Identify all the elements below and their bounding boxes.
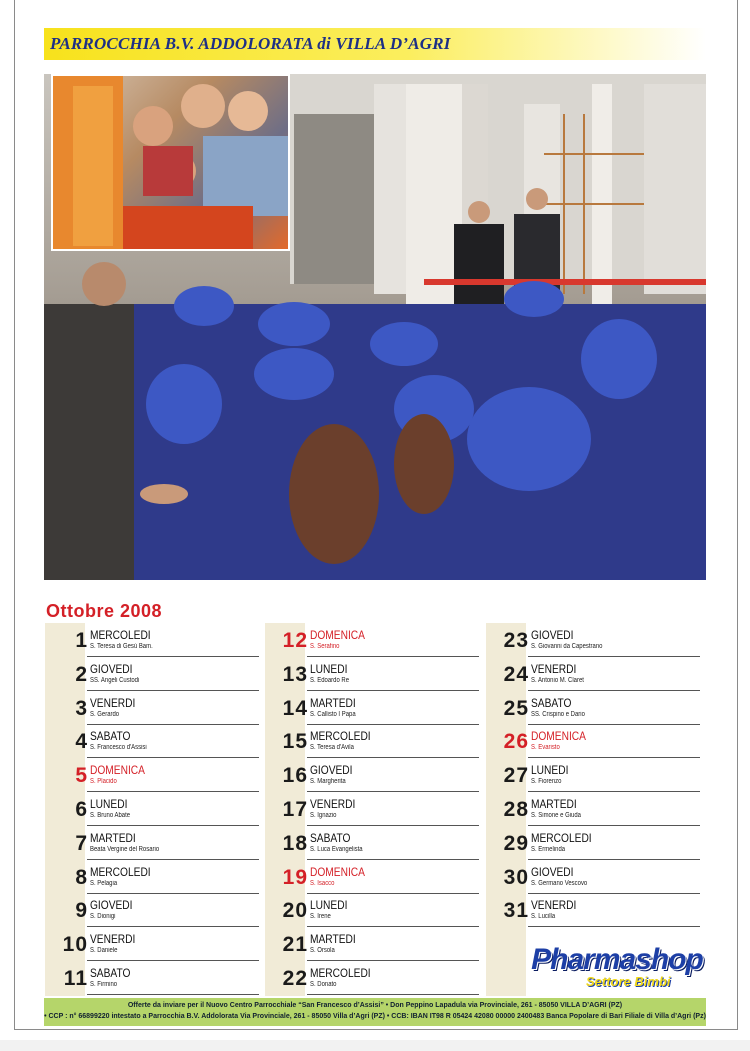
calendar-day-row [45, 623, 259, 657]
calendar-day-row [45, 792, 259, 826]
calendar-day-row [486, 657, 700, 691]
day-number: 20 [282, 899, 308, 923]
footer-line-2: • CCP : n° 66899220 intestato a Parrocchia B.V. Addolorata Via Provinciale, 261 - 85050 Villa d’Agri (PZ) • CCB: IBAN IT98 R 05424 42080 00000 2400483 Banca Popolare di Bari Filiale di Villa d’Agri (Pz) [44, 1013, 706, 1020]
day-number: 9 [75, 899, 88, 923]
weekday-name: MERCOLEDI [90, 628, 151, 642]
calendar-column-1 [45, 623, 259, 996]
weekday-name: LUNEDI [310, 661, 348, 676]
footer-donation-info [44, 998, 706, 1026]
calendar-day-row [45, 691, 259, 725]
weekday-name: MARTEDI [531, 797, 577, 811]
inset-photo [51, 74, 290, 251]
saint-name: S. Callisto I Papa [310, 710, 356, 718]
day-number: 4 [75, 730, 88, 754]
calendar-day-row [265, 961, 479, 995]
calendar-day-row [45, 927, 259, 961]
calendar-day-row [486, 623, 700, 657]
day-number: 24 [503, 662, 529, 686]
saint-name: S. Donato [310, 981, 337, 988]
calendar-day-row [265, 860, 479, 894]
calendar-day-row [486, 860, 700, 894]
weekday-name: GIOVEDI [310, 763, 353, 778]
month-title: Ottobre 2008 [46, 601, 163, 621]
row-divider [307, 994, 479, 995]
weekday-name: VENERDI [90, 695, 136, 710]
saint-name: S. Firmino [90, 981, 118, 988]
row-divider [87, 994, 259, 995]
saint-name: S. Ignazio [310, 812, 337, 819]
weekday-name: MERCOLEDI [310, 966, 371, 980]
day-number: 11 [63, 967, 88, 990]
header-banner [44, 28, 706, 60]
saint-name: S. Giovanni da Capestrano [531, 643, 603, 650]
calendar-day-row [265, 724, 479, 758]
day-number: 28 [503, 798, 529, 821]
day-number: 22 [282, 967, 308, 990]
weekday-name: VENERDI [531, 661, 577, 676]
day-number: 25 [503, 696, 529, 720]
day-number: 26 [503, 730, 529, 754]
saint-name: S. Germano Vescovo [531, 879, 588, 887]
saint-name: S. Edoardo Re [310, 676, 350, 684]
saint-name: S. Francesco d'Assisi [90, 744, 147, 752]
weekday-name: SABATO [90, 966, 131, 980]
bottom-band [0, 1040, 750, 1051]
day-number: 27 [503, 764, 529, 788]
weekday-name: GIOVEDI [531, 628, 574, 642]
day-number: 23 [503, 629, 529, 652]
saint-name: SS. Crispino e Dario [531, 710, 585, 718]
saint-name: S. Margherita [310, 778, 346, 786]
calendar-day-row [486, 826, 700, 860]
calendar-day-row [486, 724, 700, 758]
day-number: 3 [75, 696, 88, 720]
saint-name: S. Simone e Giuda [531, 812, 581, 819]
saint-name: S. Evaristo [531, 744, 560, 752]
saint-name: Beata Vergine del Rosario [90, 845, 160, 853]
day-number: 19 [282, 865, 308, 889]
saint-name: S. Teresa d'Avila [310, 744, 354, 752]
weekday-name: DOMENICA [90, 763, 145, 778]
sponsor-logo [528, 943, 706, 993]
weekday-name: GIOVEDI [531, 864, 574, 879]
weekday-name: LUNEDI [90, 797, 128, 811]
calendar-day-row [265, 792, 479, 826]
day-number: 6 [75, 798, 88, 821]
calendar-day-row [265, 657, 479, 691]
weekday-name: VENERDI [310, 797, 356, 811]
saint-name: S. Dionigi [90, 913, 116, 921]
day-number: 17 [282, 798, 308, 821]
saint-name: S. Fiorenzo [531, 778, 562, 786]
calendar-day-row [45, 826, 259, 860]
calendar-day-row [265, 758, 479, 792]
saint-name: S. Orsola [310, 947, 335, 955]
calendar-day-row [45, 961, 259, 995]
calendar-day-row [486, 691, 700, 725]
saint-name: S. Gerardo [90, 710, 120, 718]
saint-name: S. Antonio M. Claret [531, 676, 584, 684]
day-number: 15 [282, 730, 308, 754]
weekday-name: GIOVEDI [90, 661, 133, 676]
calendar-day-row [45, 893, 259, 927]
weekday-name: DOMENICA [531, 729, 586, 744]
calendar-day-row [486, 758, 700, 792]
calendar-day-row [265, 826, 479, 860]
sponsor-subtitle: Settore Bimbi [586, 974, 671, 989]
day-number: 2 [75, 662, 88, 686]
day-number: 12 [282, 629, 308, 652]
weekday-name: MERCOLEDI [531, 830, 592, 845]
weekday-name: SABATO [90, 729, 131, 744]
day-number: 14 [282, 696, 308, 720]
day-number: 10 [62, 933, 88, 957]
day-number: 8 [75, 865, 88, 889]
day-number: 7 [75, 831, 88, 855]
day-number: 16 [282, 764, 308, 788]
day-number: 5 [75, 764, 88, 788]
weekday-name: VENERDI [90, 932, 136, 947]
calendar-day-row [45, 860, 259, 894]
weekday-name: VENERDI [531, 898, 577, 913]
row-divider [528, 926, 700, 927]
weekday-name: MERCOLEDI [310, 729, 371, 744]
saint-name: S. Teresa di Gesù Bam. [90, 643, 153, 650]
saint-name: S. Pelagia [90, 879, 118, 887]
day-number: 18 [282, 831, 308, 855]
saint-name: S. Bruno Abate [90, 812, 131, 819]
saint-name: S. Isacco [310, 879, 335, 887]
calendar-day-row [486, 893, 700, 927]
saint-name: S. Luca Evangelista [310, 845, 363, 853]
calendar-column-3 [486, 623, 700, 996]
day-number: 1 [75, 629, 88, 652]
saint-name: S. Irene [310, 913, 331, 921]
calendar-day-row [45, 758, 259, 792]
parish-title: PARROCCHIA B.V. ADDOLORATA di VILLA D’AGRI [50, 34, 451, 53]
weekday-name: LUNEDI [310, 898, 348, 913]
saint-name: SS. Angeli Custodi [90, 676, 140, 684]
day-number: 13 [282, 662, 308, 686]
weekday-name: MARTEDI [310, 932, 356, 947]
weekday-name: LUNEDI [531, 763, 569, 778]
weekday-name: SABATO [310, 830, 351, 845]
weekday-name: DOMENICA [310, 628, 365, 642]
day-number: 21 [282, 933, 308, 957]
saint-name: S. Serafino [310, 643, 340, 650]
saint-name: S. Ermelinda [531, 845, 566, 853]
calendar-day-row [265, 927, 479, 961]
day-number: 30 [503, 865, 529, 889]
calendar-day-row [265, 893, 479, 927]
footer-line-1: Offerte da inviare per il Nuovo Centro Parrocchiale “San Francesco d’Assisi” • Don Peppino Lapadula via Provinciale, 261 - 85050 VILLA D’AGRI (PZ) [127, 1002, 623, 1009]
calendar-day-row [486, 792, 700, 826]
saint-name: S. Placido [90, 778, 117, 786]
weekday-name: MERCOLEDI [90, 864, 151, 879]
weekday-name: GIOVEDI [90, 898, 133, 913]
weekday-name: MARTEDI [310, 695, 356, 710]
saint-name: S. Daniele [90, 947, 118, 955]
calendar-column-2 [265, 623, 479, 996]
inset-photo-illustration [53, 76, 288, 249]
day-number: 31 [503, 899, 529, 923]
weekday-name: SABATO [531, 695, 572, 710]
calendar-day-row [45, 657, 259, 691]
day-number: 29 [503, 831, 529, 855]
weekday-name: MARTEDI [90, 830, 136, 845]
calendar-day-row [265, 691, 479, 725]
weekday-name: DOMENICA [310, 864, 365, 879]
saint-name: S. Lucilla [531, 913, 556, 921]
sponsor-name: Pharmashop [531, 943, 703, 976]
calendar-day-row [45, 724, 259, 758]
calendar-day-row [265, 623, 479, 657]
